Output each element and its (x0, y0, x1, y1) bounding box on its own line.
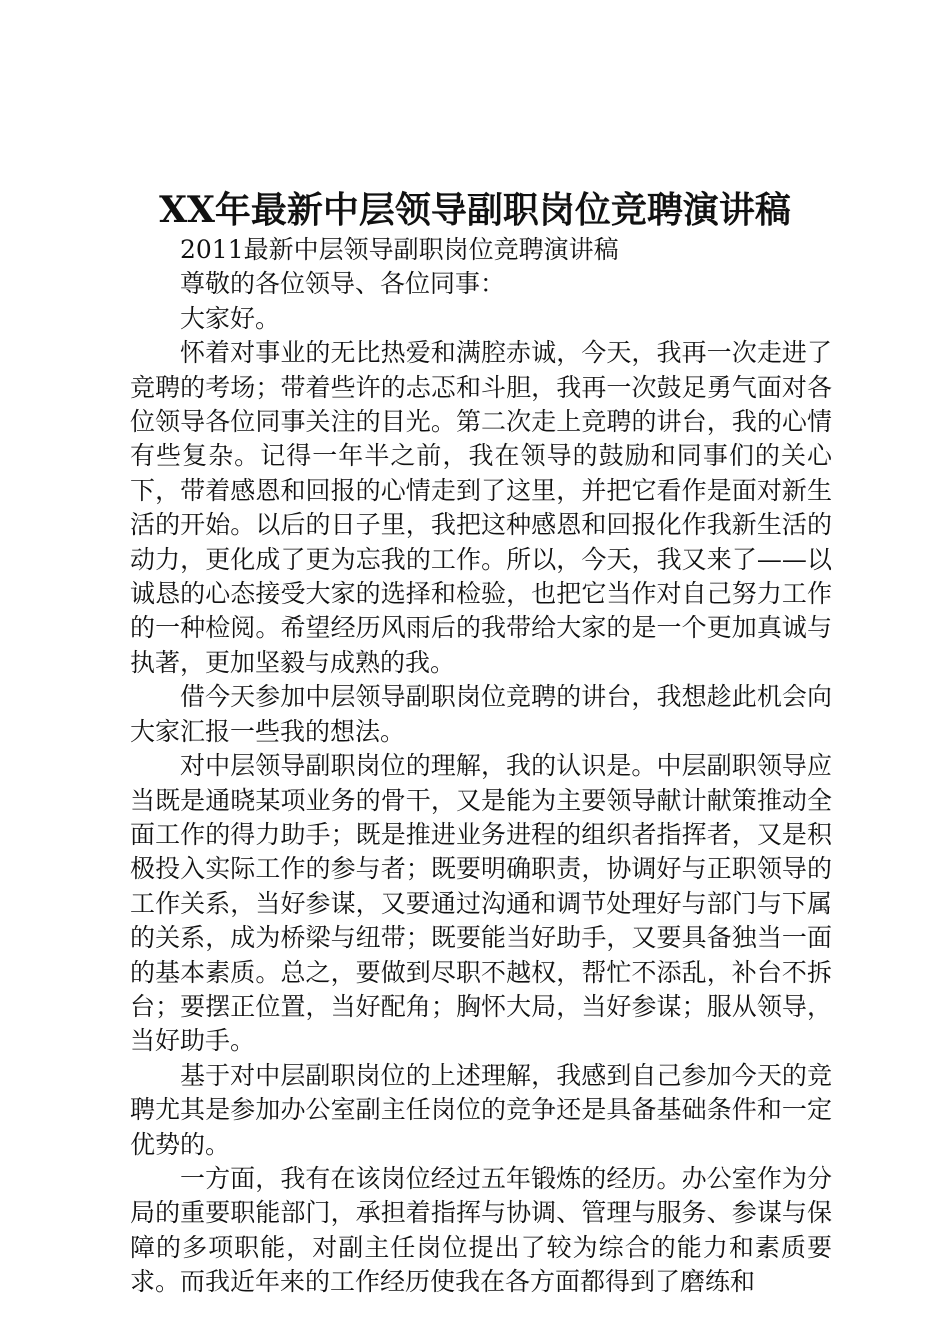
body-paragraph: 对中层领导副职岗位的理解，我的认识是。中层副职领导应当既是通晓某项业务的骨干，又是能为主要领导献计献策推动全面工作的得力助手；既是推进业务进程的组织者指挥者，又是积极投入实际工作的参与者；既要明确职责，协调好与正职领导的工作关系，当好参谋，又要通过沟通和调节处理好与部门与下属的关系，成为桥梁与纽带；既要能当好助手，又要具备独当一面的基本素质。总之，要做到尽职不越权，帮忙不添乱，补台不拆台；要摆正位置，当好配角；胸怀大局，当好参谋；服从领导，当好助手。 (130, 751, 832, 1056)
body-paragraph: 基于对中层副职岗位的上述理解，我感到自己参加今天的竞聘尤其是参加办公室副主任岗位的竞争还是具备基础条件和一定优势的。 (130, 1060, 832, 1159)
body-paragraph: 借今天参加中层领导副职岗位竞聘的讲台，我想趁此机会向大家汇报一些我的想法。 (130, 682, 832, 746)
document-title: XX年最新中层领导副职岗位竞聘演讲稿 (159, 189, 791, 231)
subtitle-paragraph: 2011最新中层领导副职岗位竞聘演讲稿 (180, 235, 619, 264)
body-paragraph: 一方面，我有在该岗位经过五年锻炼的经历。办公室作为分局的重要职能部门，承担着指挥与协调、管理与服务、参谋与保障的多项职能，对副主任岗位提出了较为综合的能力和素质要求。而我近年来的工作经历使我在各方面都得到了磨练和 (130, 1163, 832, 1297)
body-paragraph: 怀着对事业的无比热爱和满腔赤诚，今天，我再一次走进了竞聘的考场；带着些许的忐忑和斗胆，我再一次鼓足勇气面对各位领导各位同事关注的目光。第二次走上竞聘的讲台，我的心情有些复杂。记得一年半之前，我在领导的鼓励和同事们的关心下，带着感恩和回报的心情走到了这里，并把它看作是面对新生活的开始。以后的日子里，我把这种感恩和回报化作我新生活的动力，更化成了更为忘我的工作。所以，今天，我又来了——以诚恳的心态接受大家的选择和检验，也把它当作对自己努力工作的一种检阅。希望经历风雨后的我带给大家的是一个更加真诚与执著，更加坚毅与成熟的我。 (130, 338, 832, 677)
salutation-paragraph: 尊敬的各位领导、各位同事： (180, 269, 506, 299)
document-body (130, 233, 832, 1300)
greeting-paragraph: 大家好。 (180, 303, 281, 333)
